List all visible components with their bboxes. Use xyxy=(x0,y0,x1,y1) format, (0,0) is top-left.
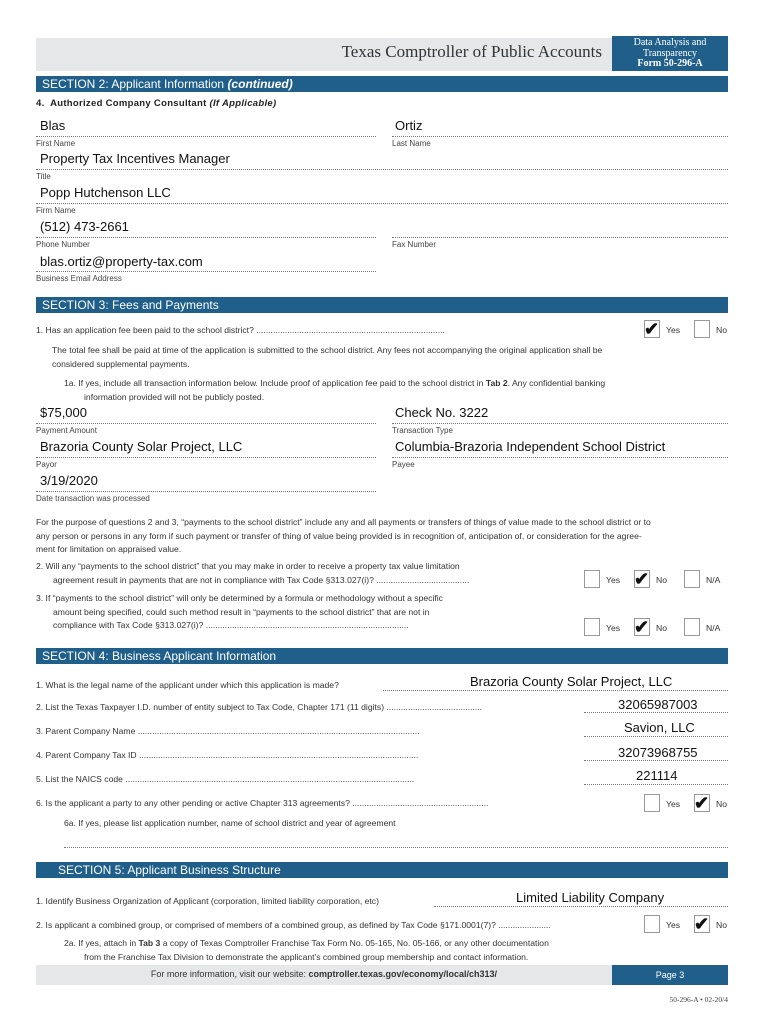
transaction-instructions: 1a. If yes, include all transaction information below. Include proof of application fee paid to the school district in Tab 2. Any confidential banking information provided will not be publicly posted. xyxy=(64,378,606,402)
last-name-label: Last Name xyxy=(392,139,431,148)
combined-group-question: 2. Is applicant a combined group, or comprised of members of a combined group, as defined by Tax Code §171.0001(7)? ...................... xyxy=(36,920,551,930)
rule xyxy=(36,203,728,204)
transaction-type-label: Transaction Type xyxy=(392,426,453,435)
rule xyxy=(392,136,728,137)
phone-field[interactable]: (512) 473-2661 xyxy=(40,219,129,234)
first-name-label: First Name xyxy=(36,139,76,148)
parent-company-question: 3. Parent Company Name ...................................................................................................................... xyxy=(36,726,420,736)
first-name-field[interactable]: Blas xyxy=(40,118,66,133)
check-mark-icon: ✔ xyxy=(634,617,650,637)
q3-no-label: No xyxy=(656,623,667,633)
email-field[interactable]: blas.ortiz@property-tax.com xyxy=(40,254,203,269)
payment-amount-field[interactable]: $75,000 xyxy=(40,405,87,420)
payee-label: Payee xyxy=(392,460,415,469)
combined-group-yes-label: Yes xyxy=(666,920,681,930)
q2-yes-label: Yes xyxy=(606,575,621,585)
transaction-date-field[interactable]: 3/19/2020 xyxy=(40,473,98,488)
compliance-question-3: 3. If “payments to the school district” will only be determined by a formula or methodology without a specific amount being specified, could such method result in “payments to the school district” that are not in compliance with Tax Code §313.027(i)? ..................................................................................... xyxy=(36,593,443,630)
check-mark-icon: ✔ xyxy=(694,793,710,813)
q3-na-label: N/A xyxy=(706,623,721,633)
check-mark-icon: ✔ xyxy=(634,569,650,589)
phone-label: Phone Number xyxy=(36,240,90,249)
fee-paid-question: 1. Has an application fee been paid to the school district? ............................................................................... xyxy=(36,325,445,335)
fee-paid-yes-label: Yes xyxy=(666,325,681,335)
payment-amount-label: Payment Amount xyxy=(36,426,97,435)
q2-no-label: No xyxy=(656,575,667,585)
fax-field[interactable] xyxy=(392,219,728,236)
page-number: Page 3 xyxy=(612,965,728,985)
naics-answer[interactable]: 221114 xyxy=(636,768,678,783)
rule xyxy=(584,784,728,785)
rule xyxy=(36,136,376,137)
rule xyxy=(36,271,376,272)
combined-group-instructions: 2a. If yes, attach in Tab 3 a copy of Texas Comptroller Franchise Tax Form No. 05-165, No. 05-166, or any other documentation from the Franchise Tax Division to demonstrate the applicant's combined group membership and contact information. xyxy=(64,938,549,962)
q2-yes-checkbox[interactable] xyxy=(584,570,600,588)
fee-paid-no-checkbox[interactable] xyxy=(694,320,710,338)
email-label: Business Email Address xyxy=(36,274,122,283)
q3-na-checkbox[interactable] xyxy=(684,618,700,636)
payee-field[interactable]: Columbia-Brazoria Independent School District xyxy=(395,439,666,454)
rule xyxy=(36,169,728,170)
legal-name-question: 1. What is the legal name of the applicant under which this application is made? xyxy=(36,680,339,690)
business-org-question: 1. Identify Business Organization of Applicant (corporation, limited liability corporation, etc) xyxy=(36,896,379,906)
rule xyxy=(392,237,728,238)
form-number: Form 50-296-A xyxy=(637,58,703,69)
q2-na-checkbox[interactable] xyxy=(684,570,700,588)
legal-name-answer[interactable]: Brazoria County Solar Project, LLC xyxy=(470,674,673,689)
payor-label: Payor xyxy=(36,460,57,469)
other-agreements-yes-label: Yes xyxy=(666,799,681,809)
title-label: Title xyxy=(36,172,51,181)
rule xyxy=(64,847,728,848)
division-line-2: Transparency xyxy=(642,47,698,59)
parent-tax-id-question: 4. Parent Company Tax ID ..................................................................................................................... xyxy=(36,750,419,760)
fee-note: The total fee shall be paid at time of the application is submitted to the school district. Any fees not accompanying the original application shall be considered supplemental payments. xyxy=(52,345,603,369)
rule xyxy=(383,690,728,691)
fee-paid-no-label: No xyxy=(716,325,727,335)
payments-definition: For the purpose of questions 2 and 3, “payments to the school district” include any and all payments or transfers of things of value made to the school district or to any person or persons in any form if such payment or transfer of thing of value being provided is in recognition of, anticipation of, or consideration for the agree- ment for limitation on appraised value. xyxy=(36,517,651,554)
other-agreements-no-label: No xyxy=(716,799,727,809)
payor-field[interactable]: Brazoria County Solar Project, LLC xyxy=(40,439,243,454)
other-agreements-question: 6. Is the applicant a party to any other pending or active Chapter 313 agreements? ......................................................... xyxy=(36,798,489,808)
business-org-answer[interactable]: Limited Liability Company xyxy=(516,890,665,905)
firm-name-field[interactable]: Popp Hutchenson LLC xyxy=(40,185,171,200)
fax-label: Fax Number xyxy=(392,240,437,249)
parent-company-answer[interactable]: Savion, LLC xyxy=(624,720,695,735)
combined-group-no-label: No xyxy=(716,920,727,930)
rule xyxy=(36,423,376,424)
consultant-heading: 4. Authorized Company Consultant (If Applicable) xyxy=(36,98,277,109)
other-agreements-yes-checkbox[interactable] xyxy=(644,794,660,812)
firm-name-label: Firm Name xyxy=(36,206,76,215)
title-field[interactable]: Property Tax Incentives Manager xyxy=(40,151,230,166)
other-agreements-instructions: 6a. If yes, please list application number, name of school district and year of agreement xyxy=(64,818,396,828)
rule xyxy=(36,491,376,492)
form-revision: 50-296-A • 02-20/4 xyxy=(669,995,728,1004)
section5-header: SECTION 5: Applicant Business Structure xyxy=(36,862,728,878)
naics-question: 5. List the NAICS code ......................................................................................................................... xyxy=(36,774,415,784)
section3-header: SECTION 3: Fees and Payments xyxy=(36,297,728,313)
combined-group-yes-checkbox[interactable] xyxy=(644,915,660,933)
q2-na-label: N/A xyxy=(706,575,721,585)
transaction-type-field[interactable]: Check No. 3222 xyxy=(395,405,489,420)
rule xyxy=(36,457,376,458)
check-mark-icon: ✔ xyxy=(694,914,710,934)
rule xyxy=(392,457,728,458)
check-mark-icon: ✔ xyxy=(644,319,660,339)
footer-info: For more information, visit our website: comptroller.texas.gov/economy/local/ch313/ xyxy=(150,969,498,979)
compliance-question-2: 2. Will any “payments to the school district” that you may make in order to receive a property tax value limitation agreement result in payments that are not in compliance with Tax Code §313.027(i)? ....................................... xyxy=(36,561,470,585)
division-box xyxy=(612,36,728,71)
taxpayer-id-question: 2. List the Texas Taxpayer I.D. number of entity subject to Tax Code, Chapter 171 (11 digits) ........................................ xyxy=(36,702,482,712)
transaction-date-label: Date transaction was processed xyxy=(36,494,150,503)
taxpayer-id-answer[interactable]: 32065987003 xyxy=(618,697,698,712)
rule xyxy=(584,712,728,713)
q3-yes-checkbox[interactable] xyxy=(584,618,600,636)
section2-header: SECTION 2: Applicant Information (continued) xyxy=(36,76,728,92)
rule xyxy=(434,906,728,907)
q3-yes-label: Yes xyxy=(606,623,621,633)
rule xyxy=(36,237,376,238)
last-name-field[interactable]: Ortiz xyxy=(395,118,423,133)
section4-header: SECTION 4: Business Applicant Information xyxy=(36,648,728,664)
website-link[interactable]: comptroller.texas.gov/economy/local/ch313/ xyxy=(308,969,498,979)
other-agreements-field[interactable] xyxy=(64,830,728,846)
division-line-1: Data Analysis and xyxy=(633,37,707,48)
rule xyxy=(584,760,728,761)
parent-tax-id-answer[interactable]: 32073968755 xyxy=(618,745,698,760)
rule xyxy=(584,736,728,737)
rule xyxy=(392,423,728,424)
agency-title: Texas Comptroller of Public Accounts xyxy=(341,42,602,61)
